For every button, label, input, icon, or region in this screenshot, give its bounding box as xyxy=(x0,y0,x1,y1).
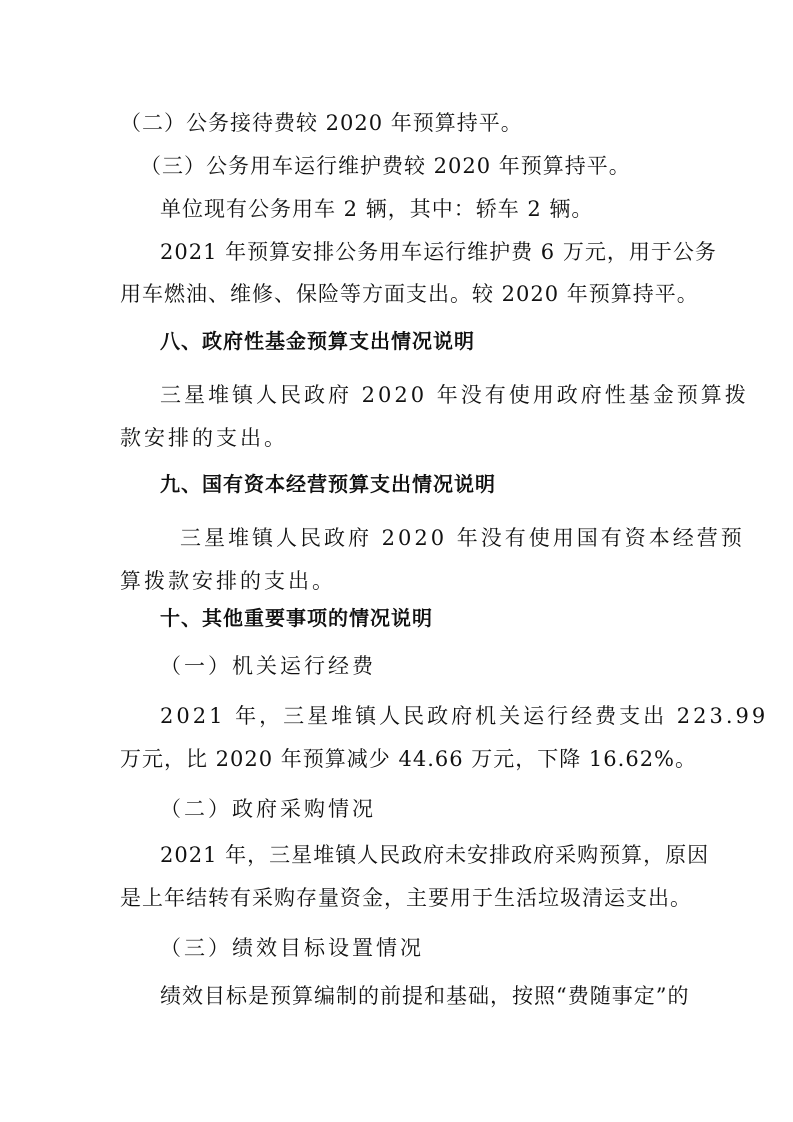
text-line-gov-fund-2: 款安排的支出。 xyxy=(120,426,288,450)
text-line-procurement-2: 是上年结转有采购存量资金，主要用于生活垃圾清运支出。 xyxy=(120,886,692,910)
text-line-vehicle-budget-2: 用车燃油、维修、保险等方面支出。较 2020 年预算持平。 xyxy=(120,282,699,306)
text-line-state-capital-2: 算拨款安排的支出。 xyxy=(120,569,336,593)
text-line-procurement-1: 2021 年，三星堆镇人民政府未安排政府采购预算，原因 xyxy=(160,843,710,867)
text-line-operating-expense-1: 2021 年，三星堆镇人民政府机关运行经费支出 223.99 xyxy=(160,704,769,728)
text-line-state-capital-1: 三星堆镇人民政府 2020 年没有使用国有资本经营预 xyxy=(180,526,745,550)
section-heading-8: 八、政府性基金预算支出情况说明 xyxy=(160,329,475,353)
text-line-performance-goals: 绩效目标是预算编制的前提和基础，按照“费随事定”的 xyxy=(160,984,690,1008)
section-heading-9: 九、国有资本经营预算支出情况说明 xyxy=(160,472,496,496)
text-line-operating-expense-2: 万元，比 2020 年预算减少 44.66 万元，下降 16.62%。 xyxy=(120,747,698,771)
text-line-gov-fund-1: 三星堆镇人民政府 2020 年没有使用政府性基金预算拨 xyxy=(160,383,749,407)
subheading-performance-goals: （三）绩效目标设置情况 xyxy=(160,936,424,960)
text-line-vehicle-count: 单位现有公务用车 2 辆，其中：轿车 2 辆。 xyxy=(160,197,594,221)
subheading-operating-expense: （一）机关运行经费 xyxy=(160,654,376,678)
subheading-procurement: （二）政府采购情况 xyxy=(160,797,376,821)
text-line-vehicle-budget-1: 2021 年预算安排公务用车运行维护费 6 万元，用于公务 xyxy=(160,240,717,264)
section-heading-10: 十、其他重要事项的情况说明 xyxy=(160,606,433,630)
text-line-hospitality-expense: （二）公务接待费较 2020 年预算持平。 xyxy=(120,111,523,135)
text-line-vehicle-expense: （三）公务用车运行维护费较 2020 年预算持平。 xyxy=(140,154,631,178)
